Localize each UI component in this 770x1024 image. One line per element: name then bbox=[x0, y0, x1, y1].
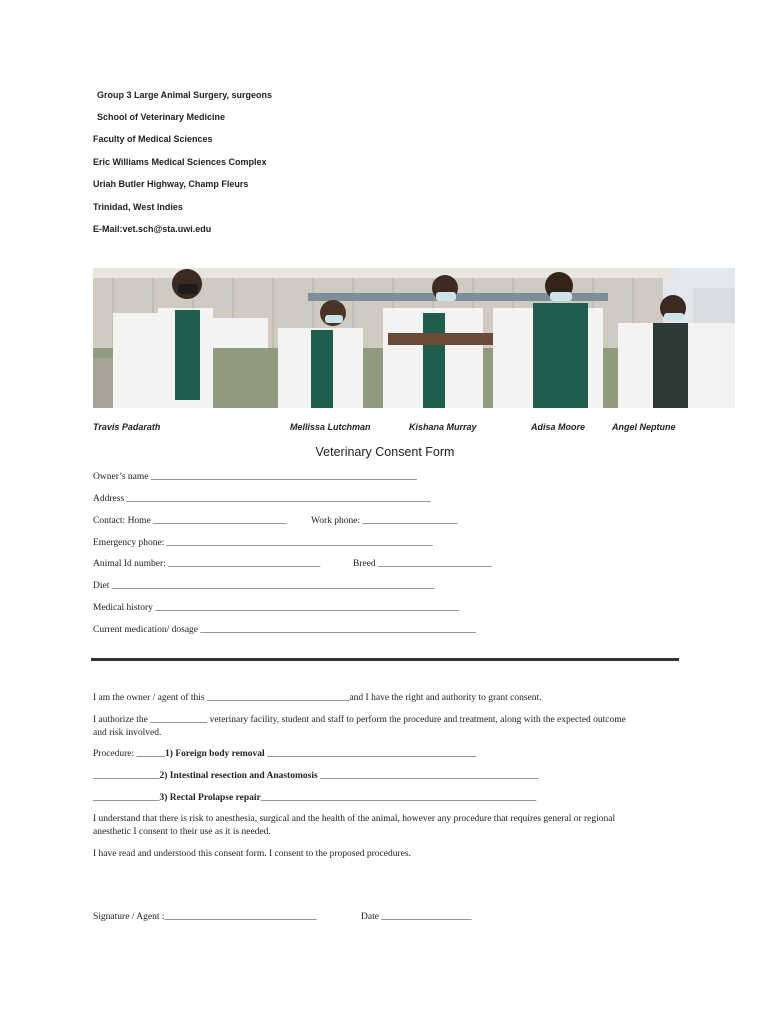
address-field[interactable]: Address ________________________________________________________________ bbox=[93, 494, 431, 504]
procedure-2[interactable] bbox=[93, 771, 539, 781]
owner-name-field[interactable]: Owner’s name ________________________________________________________ bbox=[93, 472, 417, 482]
complex-line: Eric Williams Medical Sciences Complex bbox=[93, 157, 267, 167]
caption-adisa: Adisa Moore bbox=[531, 422, 586, 432]
section-divider bbox=[91, 658, 679, 661]
procedure-3[interactable] bbox=[93, 793, 536, 803]
procedure-3-prefix[interactable]: ______________ bbox=[93, 793, 160, 803]
country-line: Trinidad, West Indies bbox=[93, 202, 183, 212]
owner-agent-blank[interactable]: I am the owner / agent of this ______________________________ bbox=[93, 693, 350, 703]
animal-id-field[interactable]: Animal Id number: ________________________________ bbox=[93, 559, 321, 569]
group-photo bbox=[93, 268, 735, 408]
breed-field[interactable]: Breed ________________________ bbox=[353, 559, 493, 569]
owner-agent-statement[interactable] bbox=[93, 693, 542, 703]
contact-home-field[interactable]: Contact: Home ____________________________ bbox=[93, 516, 287, 526]
procedure-1-blank[interactable]: ____________________________________________ bbox=[264, 749, 477, 759]
highway-line: Uriah Butler Highway, Champ Fleurs bbox=[93, 179, 249, 189]
procedure-2-prefix[interactable]: ______________ bbox=[93, 771, 160, 781]
risk-line-2: anesthetic I consent to their use as it is needed. bbox=[93, 826, 271, 837]
procedure-2-blank[interactable]: ______________________________________________ bbox=[317, 771, 539, 781]
emergency-phone-field[interactable]: Emergency phone: ________________________________________________________ bbox=[93, 538, 433, 548]
authorize-line-2: and risk involved. bbox=[93, 727, 162, 738]
caption-angel: Angel Neptune bbox=[612, 422, 676, 432]
procedure-1-prefix: Procedure: ______ bbox=[93, 749, 166, 759]
group-heading: Group 3 Large Animal Surgery, surgeons bbox=[97, 90, 273, 100]
risk-statement bbox=[93, 813, 693, 838]
work-phone-field[interactable]: Work phone: ____________________ bbox=[311, 516, 458, 526]
procedure-3-blank[interactable]: __________________________________________________________ bbox=[260, 793, 537, 803]
current-medication-field[interactable]: Current medication/ dosage __________________________________________________________ bbox=[93, 625, 476, 635]
procedure-3-label: 3) Rectal Prolapse repair bbox=[159, 793, 261, 803]
caption-kishana: Kishana Murray bbox=[409, 422, 477, 432]
faculty-line: Faculty of Medical Sciences bbox=[93, 134, 213, 144]
email-line: E-Mail:vet.sch@sta.uwi.edu bbox=[93, 224, 212, 234]
authorize-line-1: I authorize the ____________ veterinary facility, student and staff to perform the procedure and treatment, along with the expected outcome bbox=[93, 715, 626, 725]
signature-field[interactable]: Signature / Agent :________________________________ bbox=[93, 912, 317, 922]
authorize-statement bbox=[93, 714, 693, 739]
date-field[interactable]: Date ___________________ bbox=[361, 912, 472, 922]
diet-field[interactable]: Diet ____________________________________________________________________ bbox=[93, 581, 435, 591]
school-line: School of Veterinary Medicine bbox=[97, 112, 226, 122]
group-photo-illustration bbox=[93, 268, 735, 408]
procedure-1-label: 1) Foreign body removal bbox=[165, 749, 265, 759]
procedure-2-label: 2) Intestinal resection and Anastomosis bbox=[159, 771, 318, 781]
procedure-1[interactable] bbox=[93, 749, 476, 759]
form-title: Veterinary Consent Form bbox=[315, 445, 455, 459]
owner-agent-authority: and I have the right and authority to grant consent. bbox=[349, 693, 542, 703]
caption-travis: Travis Padarath bbox=[93, 422, 161, 432]
medical-history-field[interactable]: Medical history ________________________________________________________________ bbox=[93, 603, 460, 613]
caption-mellissa: Mellissa Lutchman bbox=[290, 422, 371, 432]
risk-line-1: I understand that there is risk to anesthesia, surgical and the health of the animal, however any procedure that requires general or regional bbox=[93, 814, 616, 824]
read-understood-statement: I have read and understood this consent form. I consent to the proposed procedures. bbox=[93, 849, 411, 859]
